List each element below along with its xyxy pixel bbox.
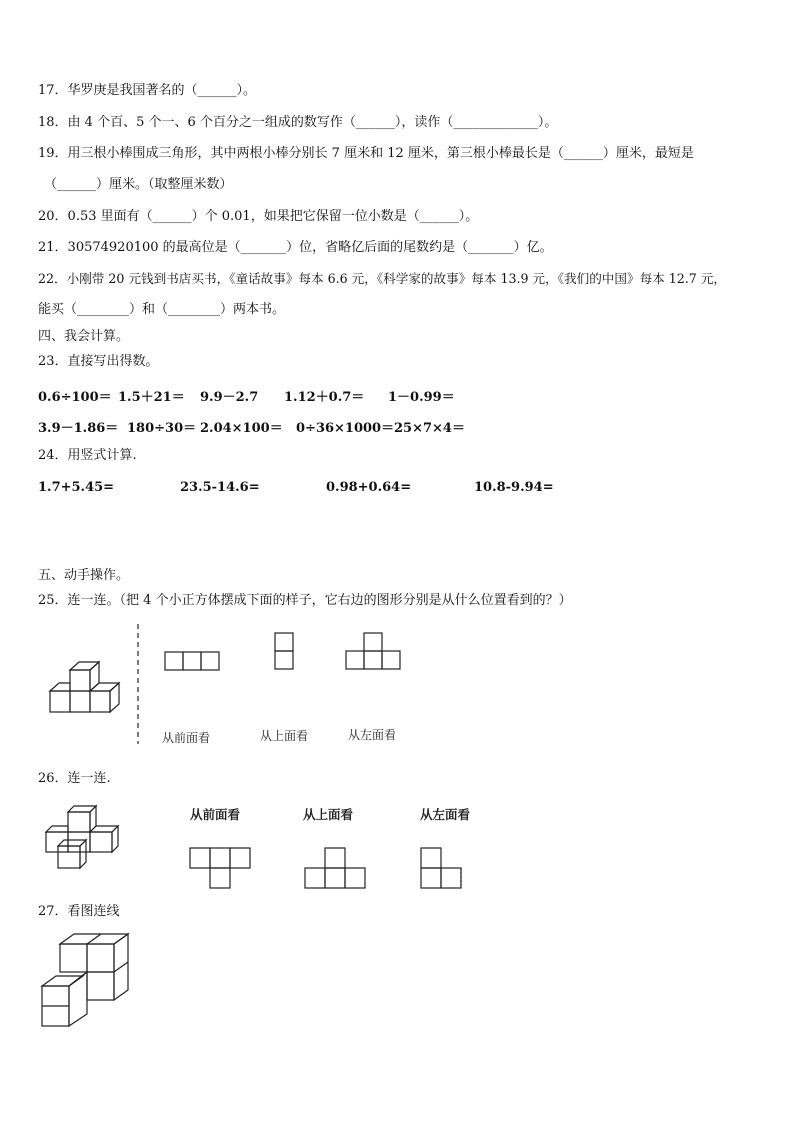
q23-expr: 0.6÷100＝ xyxy=(38,390,112,405)
question-24: 24．用竖式计算. xyxy=(38,448,137,463)
question-17: 17．华罗庚是我国著名的（______）。 xyxy=(38,83,257,98)
q26-view-l-shape xyxy=(420,847,464,891)
q23-expr: 25×7×4＝ xyxy=(394,421,465,436)
q23-expr: 9.9－2.7 xyxy=(200,390,259,405)
q23-expr: 0÷36×1000＝ xyxy=(296,421,395,436)
dashed-divider xyxy=(136,624,140,744)
section-4-heading: 四、我会计算。 xyxy=(38,329,130,344)
q23-expr: 1.5＋21＝ xyxy=(118,390,185,405)
question-22-line2: 能买（________）和（________）两本书。 xyxy=(38,302,286,317)
q26-view-inverted-t-shape xyxy=(304,847,368,891)
cube-stack-figure xyxy=(44,640,126,730)
q23-expr: 180÷30＝ xyxy=(127,421,197,436)
q26-label-top: 从上面看 xyxy=(303,807,354,822)
q24-expr: 10.8-9.94= xyxy=(474,480,554,495)
view-left-shape xyxy=(345,632,403,672)
question-19-line2: （______）厘米。（取整厘米数） xyxy=(44,177,233,192)
view-top-shape xyxy=(274,632,296,672)
question-18: 18．由 4 个百、5 个一、6 个百分之一组成的数写作（______），读作（_____________）。 xyxy=(38,115,558,130)
q23-expr: 1－0.99＝ xyxy=(388,390,455,405)
q24-expr: 23.5-14.6= xyxy=(180,480,260,495)
q26-label-front: 从前面看 xyxy=(190,807,241,822)
question-27: 27．看图连线 xyxy=(38,904,120,919)
q23-expr: 2.04×100＝ xyxy=(200,421,283,436)
question-22-line1: 22．小刚带 20 元钱到书店买书，《童话故事》每本 6.6 元，《科学家的故事》每本 13.9 元，《我们的中国》每本 12.7 元， xyxy=(38,271,727,286)
q23-expr: 1.12＋0.7＝ xyxy=(284,390,365,405)
question-25: 25．连一连。（把 4 个小正方体摆成下面的样子，它右边的图形分别是从什么位置看到的？） xyxy=(38,593,572,608)
q25-label-left: 从左面看 xyxy=(348,728,397,742)
question-21: 21．30574920100 的最高位是（_______）位，省略亿后面的尾数约是（_______）亿。 xyxy=(38,240,553,255)
question-23: 23．直接写出得数。 xyxy=(38,354,159,369)
question-20: 20．0.53 里面有（______）个 0.01，如果把它保留一位小数是（______）。 xyxy=(38,209,479,224)
question-19-line1: 19．用三根小棒围成三角形，其中两根小棒分别长 7 厘米和 12 厘米，第三根小棒最长是（______）厘米，最短是 xyxy=(38,146,694,161)
q24-expr: 1.7+5.45= xyxy=(38,480,115,495)
view-front-shape xyxy=(164,651,222,671)
q26-label-left: 从左面看 xyxy=(420,807,471,822)
question-26: 26．连一连. xyxy=(38,771,111,786)
cube-step-figure xyxy=(40,930,132,1030)
q25-label-top: 从上面看 xyxy=(260,729,309,743)
q24-expr: 0.98+0.64= xyxy=(326,480,412,495)
q26-view-t-shape xyxy=(189,847,253,891)
q25-label-front: 从前面看 xyxy=(162,731,211,745)
q23-expr: 3.9－1.86＝ xyxy=(38,421,119,436)
cube-cross-figure xyxy=(42,800,132,876)
section-5-heading: 五、动手操作。 xyxy=(38,568,130,583)
